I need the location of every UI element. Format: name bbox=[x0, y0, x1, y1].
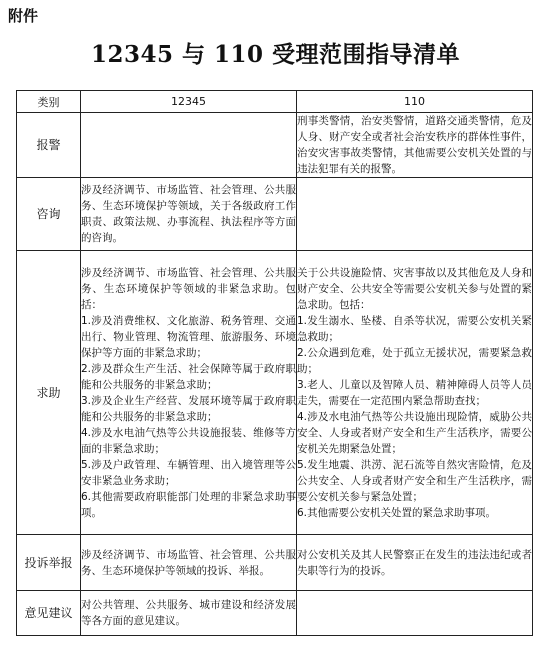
category-cell: 意见建议 bbox=[17, 591, 81, 636]
cell-text: 4.涉及水电油气热等公共设施报装、维修等方面的非紧急求助； bbox=[81, 426, 296, 455]
guide-table bbox=[16, 90, 533, 636]
cell-text: 涉及经济调节、市场监管、社会管理、公共服务、生态环境保护等领域的投诉、举报。 bbox=[81, 548, 296, 577]
cell-110 bbox=[297, 251, 533, 535]
cell-text: 刑事类警情，治安类警情，道路交通类警情，危及人身、财产安全或者社会治安秩序的群体性事件，治安灾害事故类警情，其他需要公安机关处置的与违法犯罪有关的报警。 bbox=[297, 115, 532, 175]
cell-12345 bbox=[81, 113, 297, 178]
cell-text: 2.公众遇到危难，处于孤立无援状况，需要紧急救助； bbox=[297, 346, 532, 375]
cell-12345 bbox=[81, 591, 297, 636]
header-12345: 12345 bbox=[81, 91, 297, 113]
cell-text: 对公共管理、公共服务、城市建设和经济发展等各方面的意见建议。 bbox=[81, 599, 296, 627]
cell-text: 涉及经济调节、市场监管、社会管理、公共服务、生态环境保护等领域的非紧急求助。包括： bbox=[81, 266, 296, 311]
table-header-row bbox=[17, 91, 533, 113]
cell-110 bbox=[297, 591, 533, 636]
cell-text: 3.涉及企业生产经营、发展环境等属于政府职能和公共服务的非紧急求助； bbox=[81, 394, 296, 423]
cell-12345 bbox=[81, 178, 297, 251]
cell-12345 bbox=[81, 535, 297, 591]
table-row-alarm bbox=[17, 113, 533, 178]
cell-text: 3.老人、儿童以及智障人员、精神障碍人员等人员走失，需要在一定范围内紧急帮助查找； bbox=[297, 378, 532, 407]
header-110: 110 bbox=[297, 91, 533, 113]
category-cell: 咨询 bbox=[17, 178, 81, 251]
attachment-label: 附件 bbox=[8, 7, 39, 25]
category-cell: 求助 bbox=[17, 251, 81, 535]
category-cell: 报警 bbox=[17, 113, 81, 178]
table-row-suggestion bbox=[17, 591, 533, 636]
cell-text: 5.涉及户政管理、车辆管理、出入境管理等公安非紧急业务求助； bbox=[81, 458, 296, 487]
cell-110 bbox=[297, 535, 533, 591]
header-category: 类别 bbox=[17, 91, 81, 113]
cell-12345 bbox=[81, 251, 297, 535]
cell-text: 1.涉及消费维权、文化旅游、税务管理、交通出行、物业管理、物流管理、旅游服务、环境保护等方面的非紧急求助； bbox=[81, 314, 296, 359]
cell-text: 2.涉及群众生产生活、社会保障等属于政府职能和公共服务的非紧急求助； bbox=[81, 362, 296, 391]
table-row-consult bbox=[17, 178, 533, 251]
cell-text: 涉及经济调节、市场监管、社会管理、公共服务、生态环境保护等领域，关于各级政府工作职责、政策法规、办事流程、执法程序等方面的咨询。 bbox=[81, 184, 296, 244]
cell-text: 4.涉及水电油气热等公共设施出现险情，威胁公共安全、人身或者财产安全和生产生活秩序，需要公安机关先期紧急处置； bbox=[297, 410, 532, 455]
cell-text: 1.发生溺水、坠楼、自杀等状况，需要公安机关紧急救助； bbox=[297, 314, 532, 343]
cell-text: 5.发生地震、洪涝、泥石流等自然灾害险情，危及公共安全、人身或者财产安全和生产生活秩序，需要公安机关参与紧急处置； bbox=[297, 458, 532, 503]
category-cell: 投诉举报 bbox=[17, 535, 81, 591]
table-row-help bbox=[17, 251, 533, 535]
cell-text: 6.其他需要公安机关处置的紧急求助事项。 bbox=[297, 506, 497, 519]
table-row-complaint bbox=[17, 535, 533, 591]
cell-text: 对公安机关及其人民警察正在发生的违法违纪或者失职等行为的投诉。 bbox=[297, 548, 532, 577]
cell-110 bbox=[297, 178, 533, 251]
document-title: 12345 与 110 受理范围指导清单 bbox=[90, 41, 461, 68]
cell-text: 6.其他需要政府职能部门处理的非紧急求助事项。 bbox=[81, 490, 296, 519]
cell-text: 关于公共设施险情、灾害事故以及其他危及人身和财产安全、公共安全等需要公安机关参与处置的紧急求助。包括： bbox=[297, 266, 532, 311]
cell-110 bbox=[297, 113, 533, 178]
